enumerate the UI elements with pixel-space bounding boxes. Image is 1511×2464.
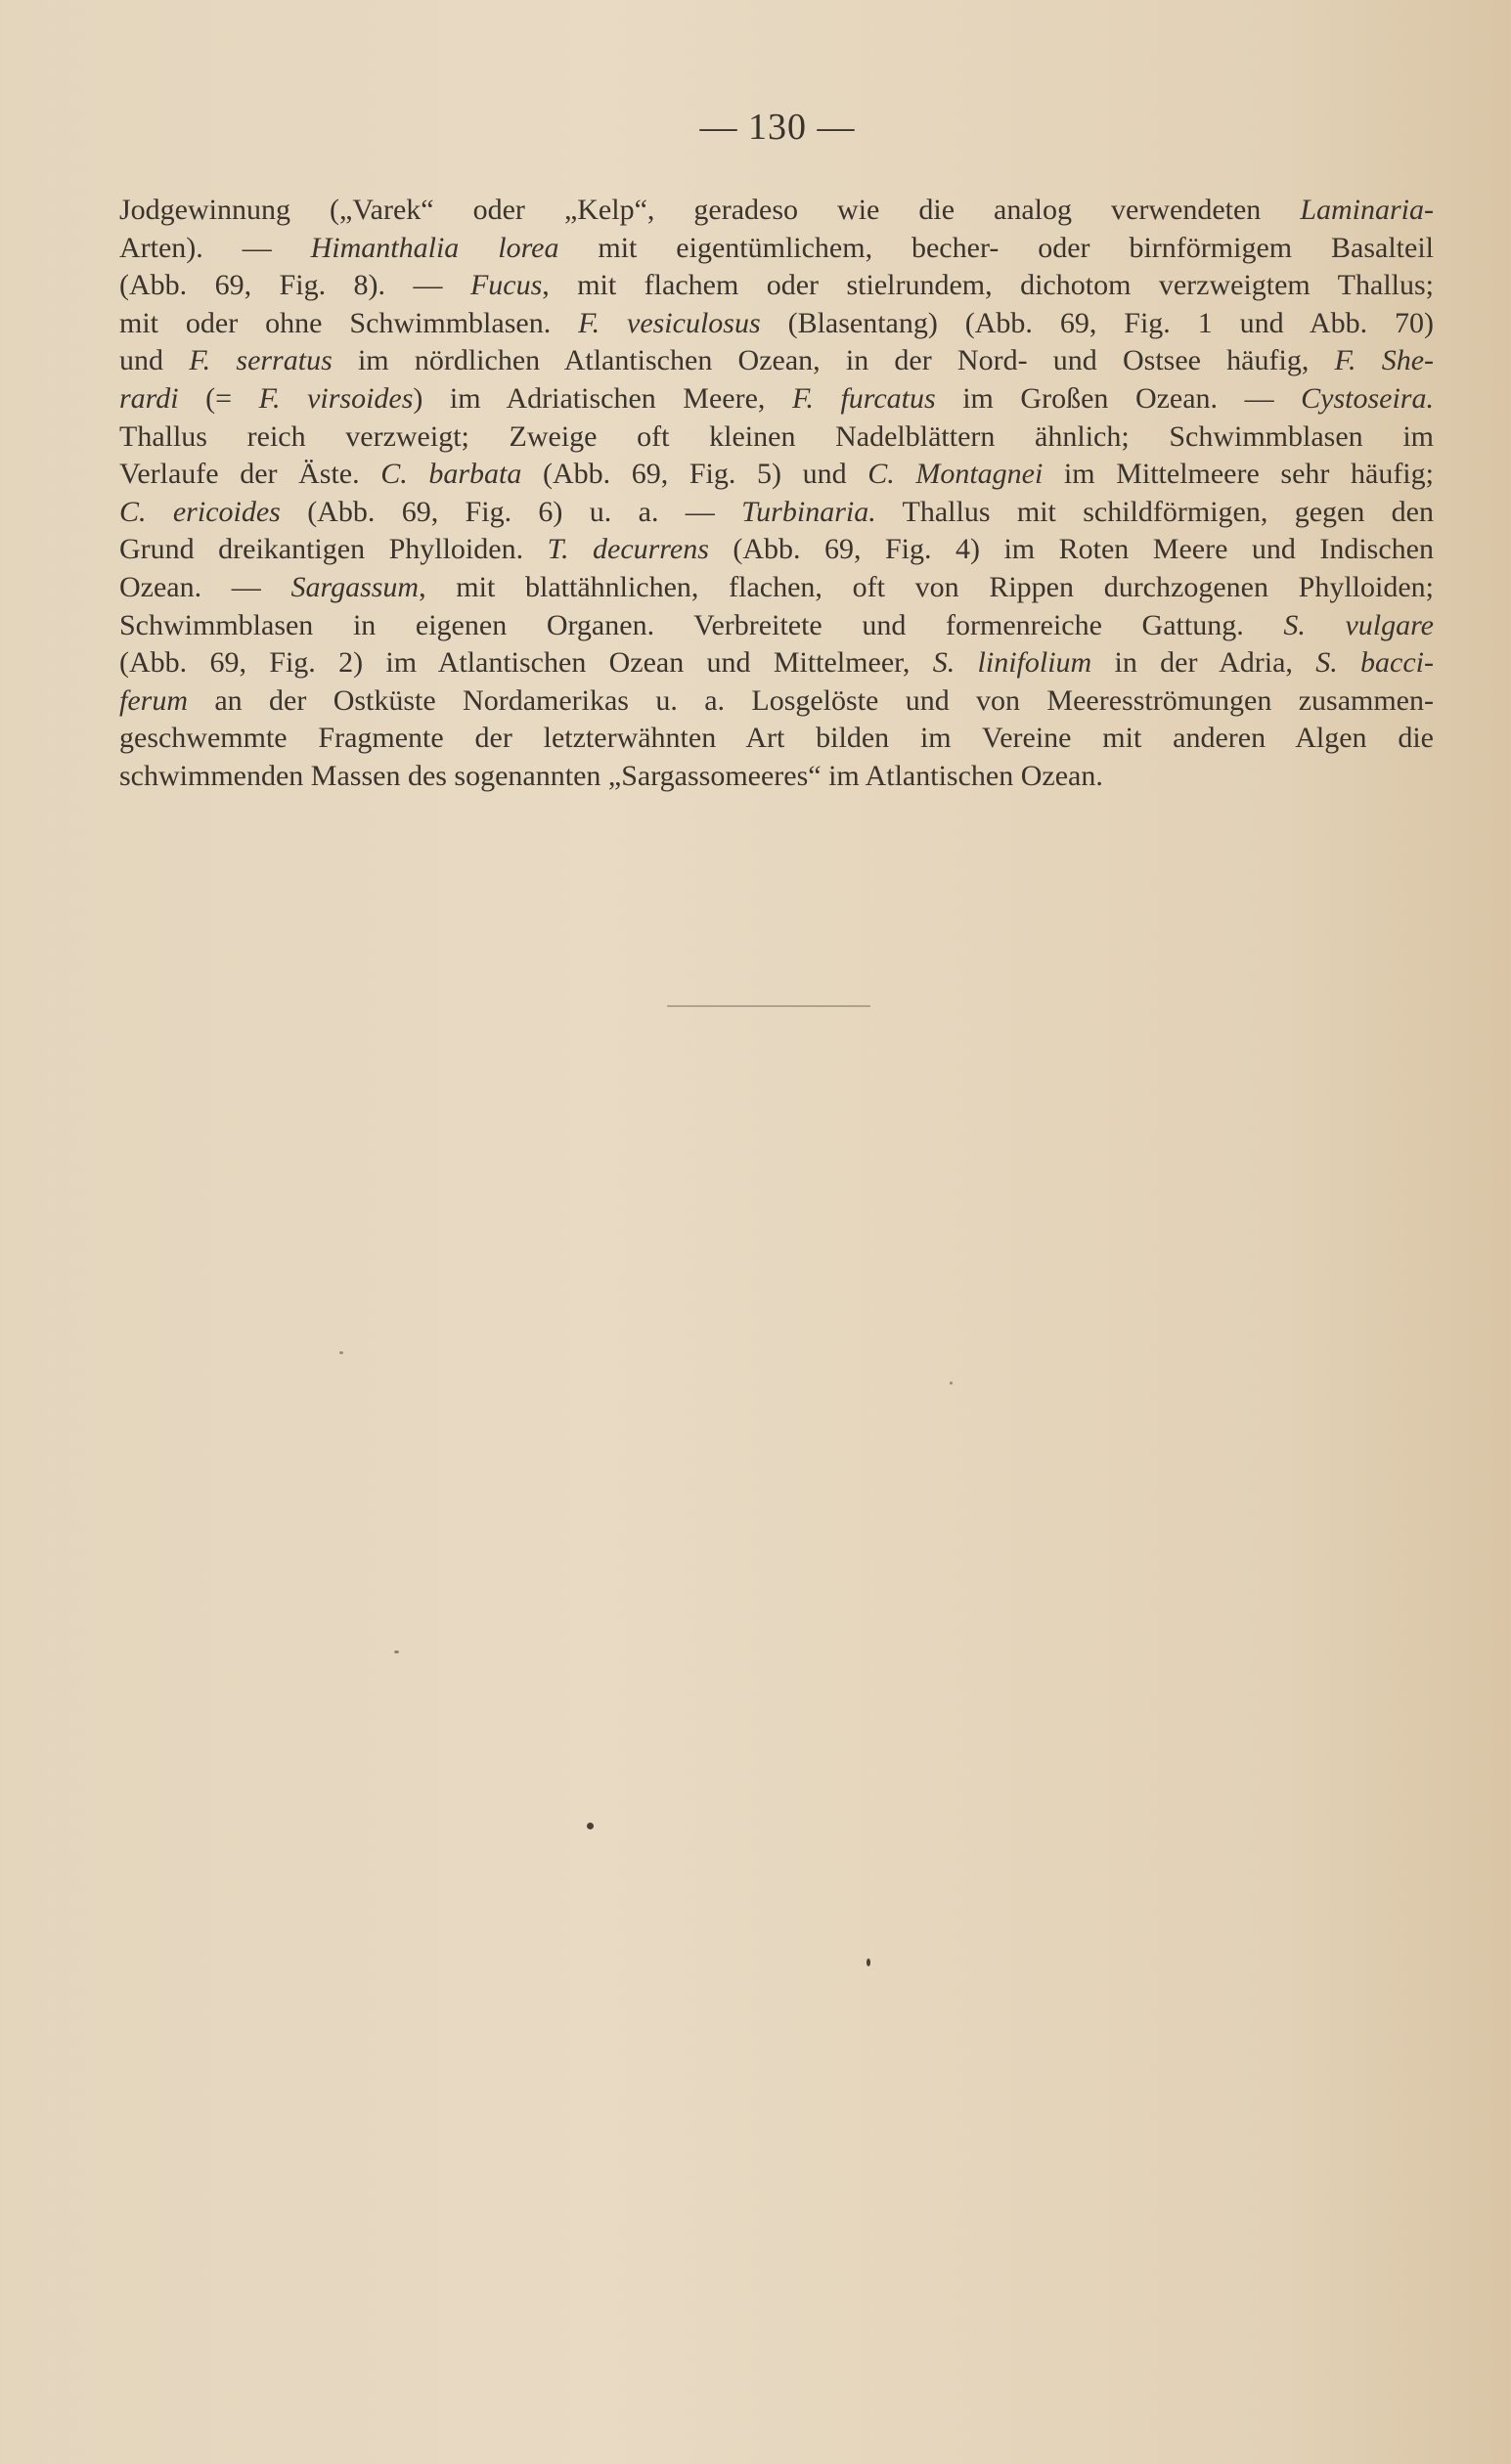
italic-taxon: C. ericoides <box>119 495 281 528</box>
text-run: Thallus mit schildförmigen, gegen den <box>875 495 1435 528</box>
text-line <box>119 494 1434 532</box>
text-run: Verlaufe der Äste. <box>119 458 381 491</box>
italic-taxon: S. bacci- <box>1315 646 1434 680</box>
text-line <box>119 569 1434 607</box>
text-run: , mit flachem oder stielrundem, dichotom verzweigtem Thallus; <box>542 269 1435 302</box>
italic-taxon: T. decurrens <box>547 533 709 566</box>
text-line <box>119 682 1434 721</box>
text-run: Schwimmblasen in eigenen Organen. Verbreitete und formenreiche Gattung. <box>119 608 1284 641</box>
italic-taxon: Sargassum <box>290 570 420 603</box>
text-line <box>119 758 1434 796</box>
italic-taxon: Fucus <box>469 269 543 302</box>
italic-taxon: C. Montagnei <box>867 458 1044 491</box>
text-run: im nördlichen Atlantischen Ozean, in der Nord- und Ostsee häufig, <box>332 344 1335 377</box>
italic-taxon: S. linifolium <box>932 646 1092 680</box>
text-line <box>119 644 1434 682</box>
text-run: geschwemmte Fragmente der letzterwähnten Art bilden im Vereine mit anderen Algen die <box>119 722 1434 755</box>
text-line <box>119 380 1434 418</box>
text-run: (Abb. 69, Fig. 6) u. a. — <box>280 495 742 528</box>
text-run: , mit blattähnlichen, flachen, oft von Rippen durchzogenen Phylloiden; <box>419 570 1434 603</box>
italic-taxon: F. virsoides <box>258 381 414 415</box>
text-run: (Abb. 69, Fig. 8). — <box>119 269 470 302</box>
text-line <box>119 267 1434 305</box>
text-line <box>119 720 1434 758</box>
text-run: an der Ostküste Nordamerikas u. a. Losgelöste und von Meeresströmungen zusammen- <box>188 683 1434 717</box>
italic-taxon: Himanthalia lorea <box>310 231 559 264</box>
text-run: (= <box>178 381 259 415</box>
text-run: Thallus reich verzweigt; Zweige oft kleinen Nadelblättern ähnlich; Schwimmblasen im <box>119 419 1434 453</box>
text-run: schwimmenden Massen des sogenannten „Sargassomeeres“ im Atlantischen Ozean. <box>119 759 1103 792</box>
text-line <box>119 607 1434 645</box>
text-run: im Großen Ozean. — <box>935 381 1302 415</box>
italic-taxon: F. furcatus <box>791 381 936 415</box>
italic-taxon: Turbinaria. <box>741 495 876 528</box>
print-speck <box>587 1823 594 1829</box>
italic-taxon: Laminaria- <box>1300 194 1434 226</box>
text-run: (Abb. 69, Fig. 2) im Atlantischen Ozean und Mittelmeer, <box>119 646 933 680</box>
page-number: — 130 — <box>699 107 856 148</box>
text-line <box>119 418 1434 457</box>
text-run: Jodgewinnung („Varek“ oder „Kelp“, geradeso wie die analog verwendeten <box>119 194 1301 226</box>
print-speck <box>394 1650 399 1653</box>
text-line <box>119 305 1434 343</box>
print-speck <box>950 1382 953 1385</box>
text-run: (Abb. 69, Fig. 4) im Roten Meere und Indischen <box>708 533 1434 566</box>
text-line <box>119 230 1434 268</box>
text-line <box>119 342 1434 380</box>
text-run: im Mittelmeere sehr häufig; <box>1043 458 1434 491</box>
text-run: mit oder ohne Schwimmblasen. <box>119 306 579 339</box>
italic-taxon: rardi <box>119 381 179 415</box>
italic-taxon: F. serratus <box>189 344 333 377</box>
italic-taxon: F. vesiculosus <box>578 306 761 339</box>
text-run: ) im Adriatischen Meere, <box>413 381 792 415</box>
text-run: in der Adria, <box>1091 646 1316 680</box>
print-speck <box>339 1351 343 1354</box>
text-run: (Abb. 69, Fig. 5) und <box>521 458 868 491</box>
text-line <box>119 531 1434 569</box>
text-run: (Blasentang) (Abb. 69, Fig. 1 und Abb. 70) <box>760 306 1434 339</box>
text-run: Arten). — <box>119 231 311 264</box>
italic-taxon: S. vulgare <box>1283 608 1434 641</box>
italic-taxon: Cystoseira. <box>1301 381 1434 415</box>
text-run: Grund dreikantigen Phylloiden. <box>119 533 548 566</box>
italic-taxon: F. She- <box>1334 344 1435 377</box>
print-speck <box>867 1958 870 1966</box>
body-paragraph <box>119 192 1434 796</box>
text-run: mit eigentümlichem, becher- oder birnförmigem Basalteil <box>558 231 1434 264</box>
italic-taxon: C. barbata <box>380 458 522 491</box>
text-run: Ozean. — <box>119 570 291 603</box>
text-line <box>119 192 1434 230</box>
text-run: und <box>119 344 190 377</box>
text-line <box>119 456 1434 494</box>
section-divider <box>667 1005 870 1007</box>
italic-taxon: ferum <box>119 683 188 717</box>
